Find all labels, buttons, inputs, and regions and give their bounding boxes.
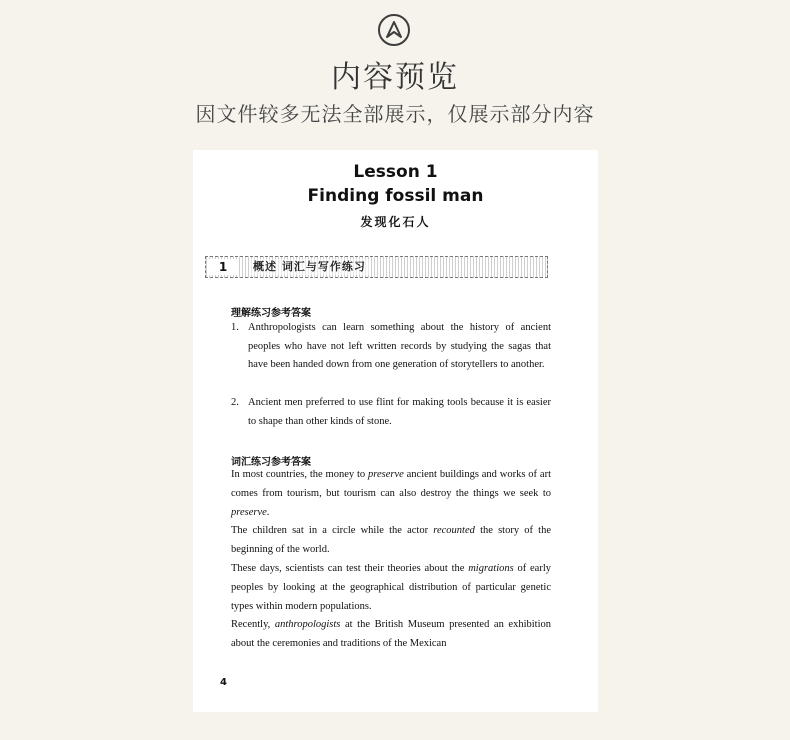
vocab-word: recounted <box>433 525 475 537</box>
sentence-text: These days, scientists can test their theories about the <box>231 562 469 574</box>
sentence-text: ancient buildings and works of art comes from tourism, but tourism can also destroy the things we seek to <box>231 469 551 499</box>
section-banner <box>205 256 548 278</box>
answer-number: 1. <box>231 322 239 333</box>
sentence-text: Recently, <box>231 619 275 631</box>
page-title: 内容预览 <box>331 60 459 95</box>
comprehension-heading: 理解练习参考答案 <box>231 308 311 319</box>
answer-text: Anthropologists can learn something about the history of ancient peoples who have not left written records by studying the sagas that have been handed down from one generation of storytellers to another. <box>248 322 551 371</box>
up-arrow-circle-icon[interactable] <box>378 14 410 46</box>
answer-number: 2. <box>231 397 239 408</box>
vocab-sentence <box>231 522 551 560</box>
vocab-word: anthropologists <box>274 619 341 631</box>
section-title: 概述 词汇与写作练习 <box>250 259 369 275</box>
lesson-title-chinese: 发现化石人 <box>360 215 431 229</box>
section-number: 1 <box>208 259 238 275</box>
vocab-sentence <box>231 466 551 522</box>
vocab-word: migrations <box>468 562 514 574</box>
preview-header <box>0 0 790 140</box>
vocab-heading: 词汇练习参考答案 <box>231 457 311 468</box>
document-preview <box>193 150 598 712</box>
vocab-answers <box>231 466 551 654</box>
sentence-text: the story of the beginning of the world. <box>231 525 552 556</box>
answer-item <box>231 319 551 375</box>
sentence-text: . <box>266 506 270 518</box>
sentence-text: The children sat in a circle while the actor <box>231 525 434 537</box>
page-number: 4 <box>220 677 227 688</box>
answer-text: Ancient men preferred to use flint for making tools because it is easier to shape than other kinds of stone. <box>248 397 551 427</box>
sentence-text: In most countries, the money to <box>231 469 369 480</box>
answer-item <box>231 394 551 431</box>
sentence-text: at the British Museum presented an exhibition about the ceremonies and traditions of the Mexican <box>231 619 551 650</box>
page-subtitle: 因文件较多无法全部展示，仅展示部分内容 <box>195 102 595 126</box>
vocab-word: preserve <box>231 506 267 518</box>
lesson-title: Finding fossil man <box>307 186 484 206</box>
vocab-sentence <box>231 560 551 616</box>
vocab-sentence <box>231 616 551 654</box>
vocab-word: preserve <box>368 469 404 480</box>
sentence-text: of early peoples by looking at the geographical distribution of particular genetic types within modern populations. <box>231 562 551 612</box>
lesson-number: Lesson 1 <box>353 162 438 182</box>
